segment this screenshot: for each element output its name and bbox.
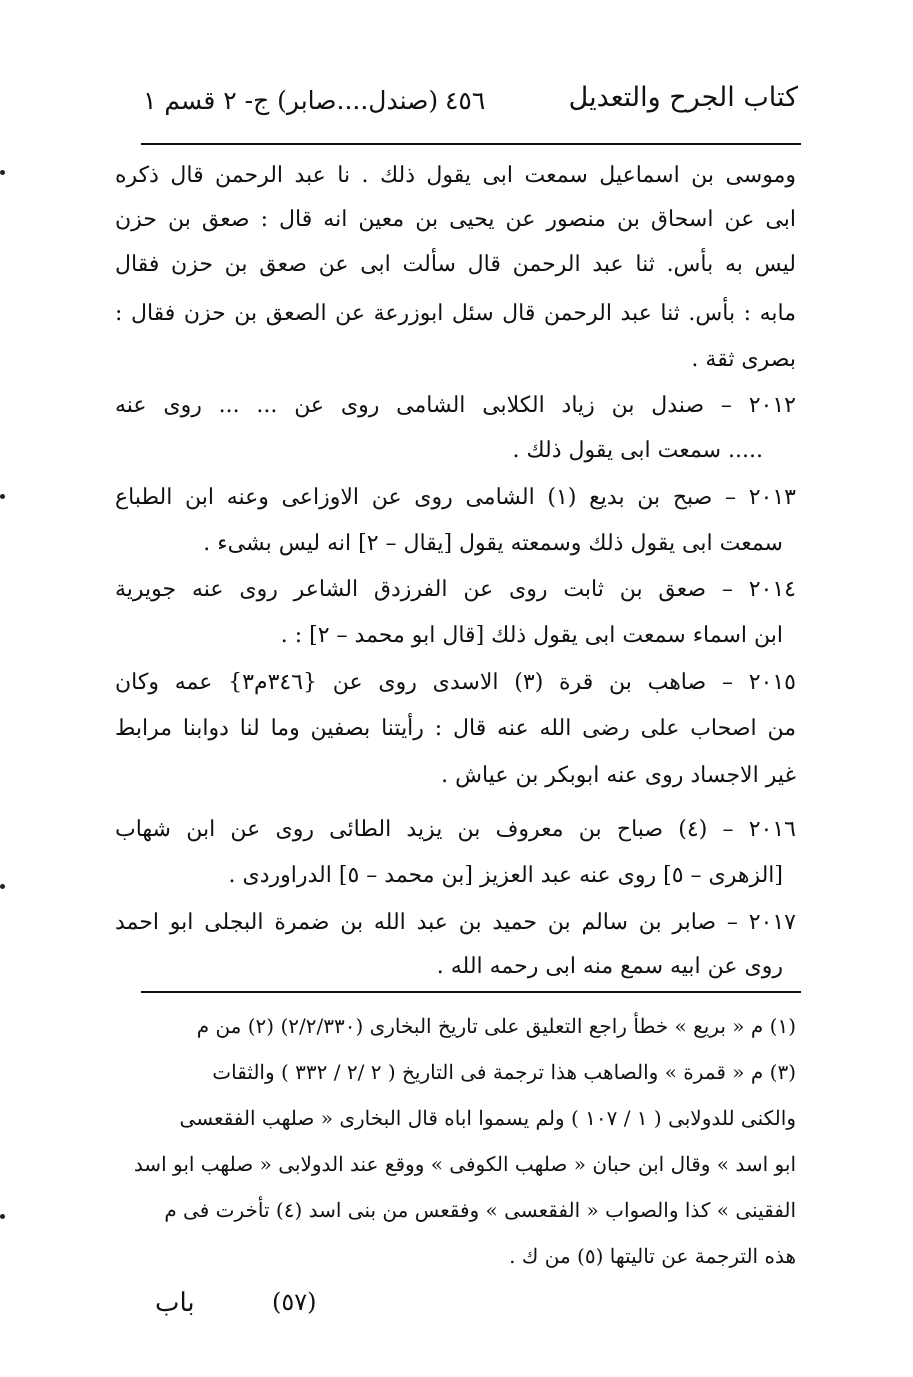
footnote-rule [141,991,801,993]
footnote-line: (١) م « بريع » خطأ راجع التعليق على تاريخ البخارى (٢/٢/٣٣٠) (٢) من م [196,1014,796,1038]
body-line: سمعت ابى يقول ذلك وسمعته يقول [يقال – ٢] انه ليس بشىء . [203,531,783,556]
running-title: كتاب الجرح والتعديل [568,82,798,113]
entry-2015: ٢٠١٥ – صاهب بن قرة (٣) الاسدى روى عن {٣٤٦م٣} عمه وكان [115,670,796,695]
footnote-line: الفقينى » كذا والصواب « الفقعسى » وفقعس من بنى اسد (٤) تأخرت فى م [164,1198,796,1222]
footnote-line: ابو اسد » وقال ابن حبان « صلهب الكوفى » ووقع عند الدولابى « صلهب ابو اسد [133,1152,796,1176]
entry-2012: ٢٠١٢ – صندل بن زياد الكلابى الشامى روى عن ... ... روى عنه [115,393,796,418]
header-rule [141,143,801,145]
section-range: (صندل....صابر) ج- ٢ قسم ١ [143,86,439,115]
footnote-line: هذه الترجمة عن تاليتها (٥) من ك . [509,1244,796,1268]
scan-edge-mark [0,1214,5,1219]
body-line: [الزهرى – ٥] روى عنه عبد العزيز [بن محمد – ٥] الدراوردى . [228,863,783,888]
page-number: ٤٥٦ [445,86,486,115]
body-line: مابه : بأس. ثنا عبد الرحمن قال سئل ابوزرعة عن الصعق بن حزن فقال : [115,301,796,326]
body-line: بصرى ثقة . [691,347,796,372]
body-line: من اصحاب على رضى الله عنه قال : رأيتنا بصفين وما لنا دوابنا مرابط [115,716,796,741]
signature-mark: (٥٧) [272,1288,317,1316]
scan-edge-mark [0,494,5,499]
footnote-line: والكنى للدولابى ( ١ / ١٠٧ ) ولم يسموا اباه قال البخارى « صلهب الفقعسى [179,1106,796,1130]
body-line: غير الاجساد روى عنه ابوبكر بن عياش . [441,763,796,788]
body-line: ..... سمعت ابى يقول ذلك . [512,438,763,463]
scan-edge-mark [0,170,5,175]
body-line: روى عن ابيه سمع منه ابى رحمه الله . [436,954,783,979]
scan-edge-mark [0,884,5,889]
entry-2017: ٢٠١٧ – صابر بن سالم بن حميد بن عبد الله بن ضمرة البجلى ابو احمد [115,910,796,935]
entry-2016: ٢٠١٦ – (٤) صباح بن معروف بن يزيد الطائى روى عن ابن شهاب [115,817,796,842]
body-line: ليس به بأس. ثنا عبد الرحمن قال سألت ابى عن صعق بن حزن فقال [115,252,796,277]
entry-2013: ٢٠١٣ – صبح بن بديع (١) الشامى روى عن الاوزاعى وعنه ابن الطباع [115,485,796,510]
catchword: باب [155,1288,195,1318]
body-line: وموسى بن اسماعيل سمعت ابى يقول ذلك . نا عبد الرحمن قال ذكره [115,163,796,188]
body-line: ابى عن اسحاق بن منصور عن يحيى بن معين انه قال : صعق بن حزن [115,207,796,232]
entry-2014: ٢٠١٤ – صعق بن ثابت روى عن الفرزدق الشاعر روى عنه جويرية [115,577,796,602]
footnote-line: (٣) م « قمرة » والصاهب هذا ترجمة فى التاريخ ( ٢ /٢ / ٣٣٢ ) والثقات [212,1060,796,1084]
body-line: ابن اسماء سمعت ابى يقول ذلك [قال ابو محمد – ٢] : . [280,623,783,648]
